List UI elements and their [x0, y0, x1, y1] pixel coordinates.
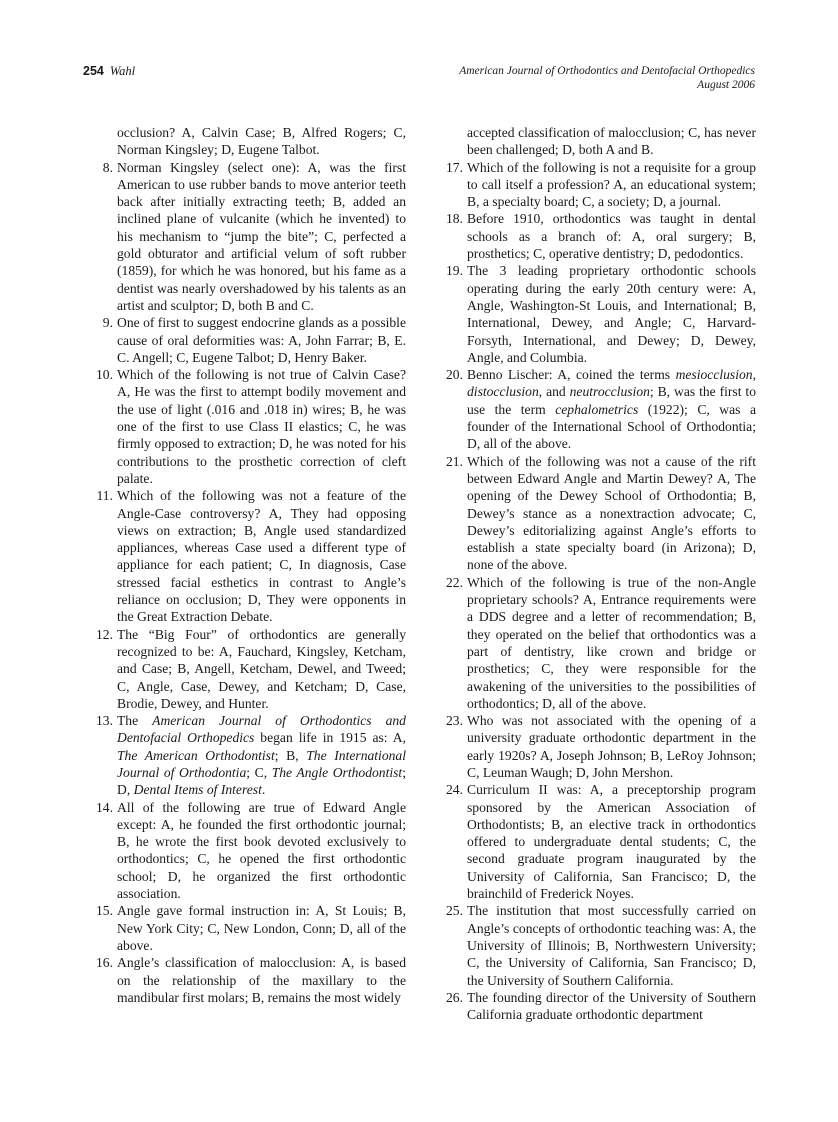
question-number: 9. [102, 315, 113, 331]
question-text: Before 1910, orthodontics was taught in dental schools as a branch of: A, oral surgery; B, prosthetics; C, operative dentistry; D, pedodontics. [467, 211, 756, 262]
question-number: 25. [446, 903, 463, 919]
italic-title-text: The Angle Orthodontist [271, 764, 403, 780]
italic-title-text: The American Orthodontist [117, 747, 275, 763]
question-number: 15. [96, 903, 113, 919]
question-number: 26. [446, 989, 463, 1005]
question-text: ; C, [246, 764, 272, 780]
question-item [438, 262, 756, 366]
question-text: Benno Lischer: A, coined the terms [467, 367, 676, 383]
question-text: One of first to suggest endocrine glands as a possible cause of oral deformities was: A, John Farrar; B, E. C. Angell; C, Eugene Talbot; D, Henry Baker. [117, 315, 406, 365]
question-item [438, 366, 756, 452]
question-number: 21. [446, 453, 463, 469]
question-text: Who was not associated with the opening of a university graduate orthodontic department in the early 1920s? A, Joseph Johnson; B, LeRoy Johnson; C, Leuman Waugh; D, John Mershon. [467, 713, 756, 780]
question-number: 22. [446, 574, 463, 590]
question-text: accepted classification of malocclusion; C, has never been challenged; D, both A and B. [467, 125, 756, 158]
question-text: The [117, 713, 153, 729]
question-text: Which of the following was not a feature of the Angle-Case controversy? A, They had opposing views on extraction; B, Angle used standardized appliances, whereas Case used a different type of appliance for each patient; C, In diagnosis, Case stressed facial esthetics in contrast to Angle’s reliance on occlusion; D, They were opponents in the Great Extraction Debate. [117, 488, 406, 625]
question-item [438, 781, 756, 902]
question-item [438, 574, 756, 712]
question-number: 20. [446, 367, 463, 383]
question-text: ; B, [274, 747, 307, 763]
question-number: 24. [446, 782, 463, 798]
question-number: 11. [96, 488, 113, 504]
question-number: 18. [446, 211, 463, 227]
question-text: Angle gave formal instruction in: A, St Louis; B, New York City; C, New London, Conn; D, all of the above. [117, 903, 406, 953]
italic-title-text: cephalometrics [555, 401, 639, 417]
question-item [438, 902, 756, 988]
question-item [438, 210, 756, 262]
question-text: The institution that most successfully carried on Angle’s concepts of orthodontic teaching was: A, the University of Illinois; B, Northwestern University; C, the University of California, San Francisco; D, the University of Southern California. [467, 903, 756, 988]
question-item [438, 159, 756, 211]
question-text: Angle’s classification of malocclusion: A, is based on the relationship of the maxillary to the mandibular first molars; B, remains the most widely [117, 955, 406, 1005]
question-number: 12. [96, 626, 113, 642]
question-number: 10. [96, 367, 113, 383]
question-text: Which of the following is true of the non-Angle proprietary schools? A, Entrance requirements were a DDS degree and a letter of recommendation; B, they operated on the belief that orthodontics was a part of dentistry, like crown and bridge or prosthetics; C, they were responsible for the awakening of the universities to the possibilities of orthodontics; D, all of the above. [467, 574, 756, 711]
question-text: The founding director of the University of Southern California graduate orthodontic department [467, 989, 756, 1023]
question-text: Norman Kingsley (select one): A, was the first American to use rubber bands to move anterior teeth back after initially extracting teeth; B, added an inclined plane of vulcanite (which he invented) to his mechanism to “jump the bite”; C, perfected a gold obturator and artificial velum of soft rubber (1859), for which he was honored, but his fame as a dentist was nearly overshadowed by his talents as an artist and sculptor; D, both B and C. [117, 159, 406, 313]
question-text: The 3 leading proprietary orthodontic schools operating during the early 20th century were: A, Angle, Washington-St Louis, and International; B, International, Dewey, and Angle; C, Harvard-Forsyth, International, and Dewey; D, Dewey, Angle, and Columbia. [467, 263, 756, 365]
question-number: 16. [96, 955, 113, 971]
left-column [88, 124, 406, 1006]
question-text: , and [538, 384, 570, 400]
italic-title-text: neutrocclusion [569, 384, 650, 400]
question-number: 23. [446, 713, 463, 729]
question-text: ; D, [117, 764, 406, 798]
question-number: 14. [96, 799, 113, 815]
italic-title-text: mesiocclusion, distocclusion [467, 367, 756, 400]
question-text: Curriculum II was: A, a preceptorship program sponsored by the American Association of Orthodontists; B, an elective track in orthodontics offered to undergraduate dental students; C, the second graduate program inaugurated by the University of California, San Francisco; D, the brainchild of Frederick Noyes. [467, 782, 756, 902]
issue-date: August 2006 [697, 79, 755, 91]
question-text: . [261, 782, 266, 798]
question-number: 13. [96, 713, 113, 729]
question-text: began life in 1915 as: A, [254, 730, 406, 746]
question-continuation [88, 124, 406, 159]
question-continuation [438, 124, 756, 159]
running-header-right [459, 64, 755, 92]
question-item [438, 712, 756, 781]
question-text: Which of the following is not a requisite for a group to call itself a profession? A, an educational system; B, a specialty board; C, a society; D, a journal. [467, 159, 756, 210]
question-text: The “Big Four” of orthodontics are generally recognized to be: A, Fauchard, Kingsley, Ketcham, and Case; B, Angell, Ketcham, Dewel, and Tweed; C, Angle, Case, Dewey, and Ketcham; D, Case, Brodie, Dewey, and Hunter. [117, 626, 406, 711]
author-name: Wahl [109, 64, 136, 78]
italic-title-text: The International Journal of Orthodontia [117, 747, 407, 780]
question-item [88, 902, 406, 954]
question-number: 19. [446, 263, 463, 279]
question-item [88, 799, 406, 903]
question-number: 17. [446, 159, 463, 175]
right-column [438, 124, 756, 1023]
question-item [88, 626, 406, 712]
question-text: Which of the following is not true of Calvin Case? A, He was the first to attempt bodily movement and the use of light (.016 and .018 in) wires; B, he was one of the first to use Class II elastics; C, he was firmly opposed to extraction; D, he was noted for his contributions to the prosthetic correction of cleft palate. [117, 367, 406, 486]
question-item [88, 487, 406, 625]
question-text: ; B, was the first to use the term [467, 384, 756, 417]
journal-title: American Journal of Orthodontics and Dentofacial Orthopedics [459, 65, 755, 77]
question-item [88, 366, 406, 487]
question-text: Which of the following was not a cause of the rift between Edward Angle and Martin Dewey? A, The opening of the Dewey School of Orthodontia; B, Dewey’s stance as a nonextraction advocate; C, Dewey’s editorializing against Angle’s efforts to establish a state specialty board (in Arizona); D, none of the above. [467, 453, 756, 573]
question-number: 8. [102, 159, 113, 175]
question-text: (1922); C, was a founder of the International School of Orthodontia; D, all of the above. [467, 401, 756, 452]
page-number: 254 [83, 64, 104, 78]
question-text: occlusion? A, Calvin Case; B, Alfred Rogers; C, Norman Kingsley; D, Eugene Talbot. [117, 125, 406, 158]
question-item [438, 989, 756, 1024]
question-item [438, 453, 756, 574]
question-text: All of the following are true of Edward Angle except: A, he founded the first orthodontic journal; B, he wrote the first book devoted exclusively to orthodontics; C, he opened the first orthodontic school; D, he organized the first orthodontic association. [117, 799, 406, 902]
italic-title-text: Dental Items of Interest [133, 782, 262, 798]
question-item [88, 314, 406, 366]
question-item [88, 954, 406, 1006]
question-item [88, 159, 406, 315]
italic-title-text: American Journal of Orthodontics and Dentofacial Orthopedics [117, 713, 406, 746]
running-header-left [83, 64, 135, 79]
question-item [88, 712, 406, 798]
